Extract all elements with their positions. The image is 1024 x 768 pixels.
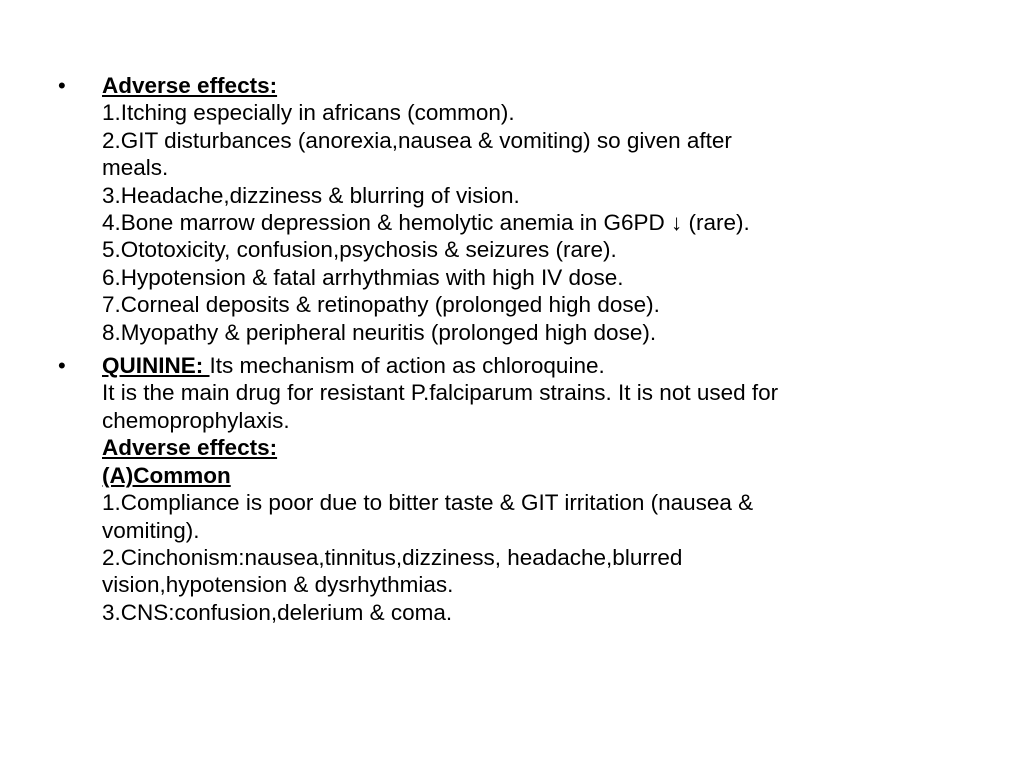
- list-item: 1.Compliance is poor due to bitter taste & GIT irritation (nausea &: [102, 490, 754, 516]
- list-item: 6.Hypotension & fatal arrhythmias with high IV dose.: [102, 264, 624, 290]
- bullet-list: [58, 72, 968, 632]
- list-item: vision,hypotension & dysrhythmias.: [102, 572, 454, 598]
- quinine-heading: QUININE:: [102, 353, 210, 379]
- adverse-effects-subheading: Adverse effects:: [102, 435, 278, 461]
- bullet-item-quinine: [58, 352, 968, 626]
- list-item: 3.Headache,dizziness & blurring of vision.: [102, 182, 520, 208]
- bullet-marker: •: [58, 73, 66, 98]
- list-item: 2.Cinchonism:nausea,tinnitus,dizziness, headache,blurred: [102, 544, 683, 570]
- common-subheading: (A)Common: [102, 462, 231, 488]
- list-item: 2.GIT disturbances (anorexia,nausea & vomiting) so given after: [102, 127, 732, 153]
- quinine-heading-tail: Its mechanism of action as chloroquine.: [209, 353, 605, 379]
- list-item: vomiting).: [102, 517, 200, 543]
- list-item: chemoprophylaxis.: [102, 407, 290, 433]
- list-item: 8.Myopathy & peripheral neuritis (prolonged high dose).: [102, 319, 657, 345]
- list-item: 7.Corneal deposits & retinopathy (prolonged high dose).: [102, 292, 660, 318]
- bullet-heading-line: [102, 352, 968, 379]
- list-item: meals.: [102, 155, 169, 181]
- list-item: 1.Itching especially in africans (common).: [102, 100, 515, 126]
- bullet-heading: Adverse effects:: [102, 73, 278, 98]
- list-item: 5.Ototoxicity, confusion,psychosis & seizures (rare).: [102, 237, 617, 263]
- bullet-marker: •: [58, 353, 66, 379]
- bullet-item-chloroquine-adverse-effects: [58, 72, 968, 346]
- list-item: 4.Bone marrow depression & hemolytic anemia in G6PD ↓ (rare).: [102, 210, 750, 236]
- list-item: 3.CNS:confusion,delerium & coma.: [102, 599, 453, 625]
- list-item: It is the main drug for resistant P.falciparum strains. It is not used for: [102, 380, 779, 406]
